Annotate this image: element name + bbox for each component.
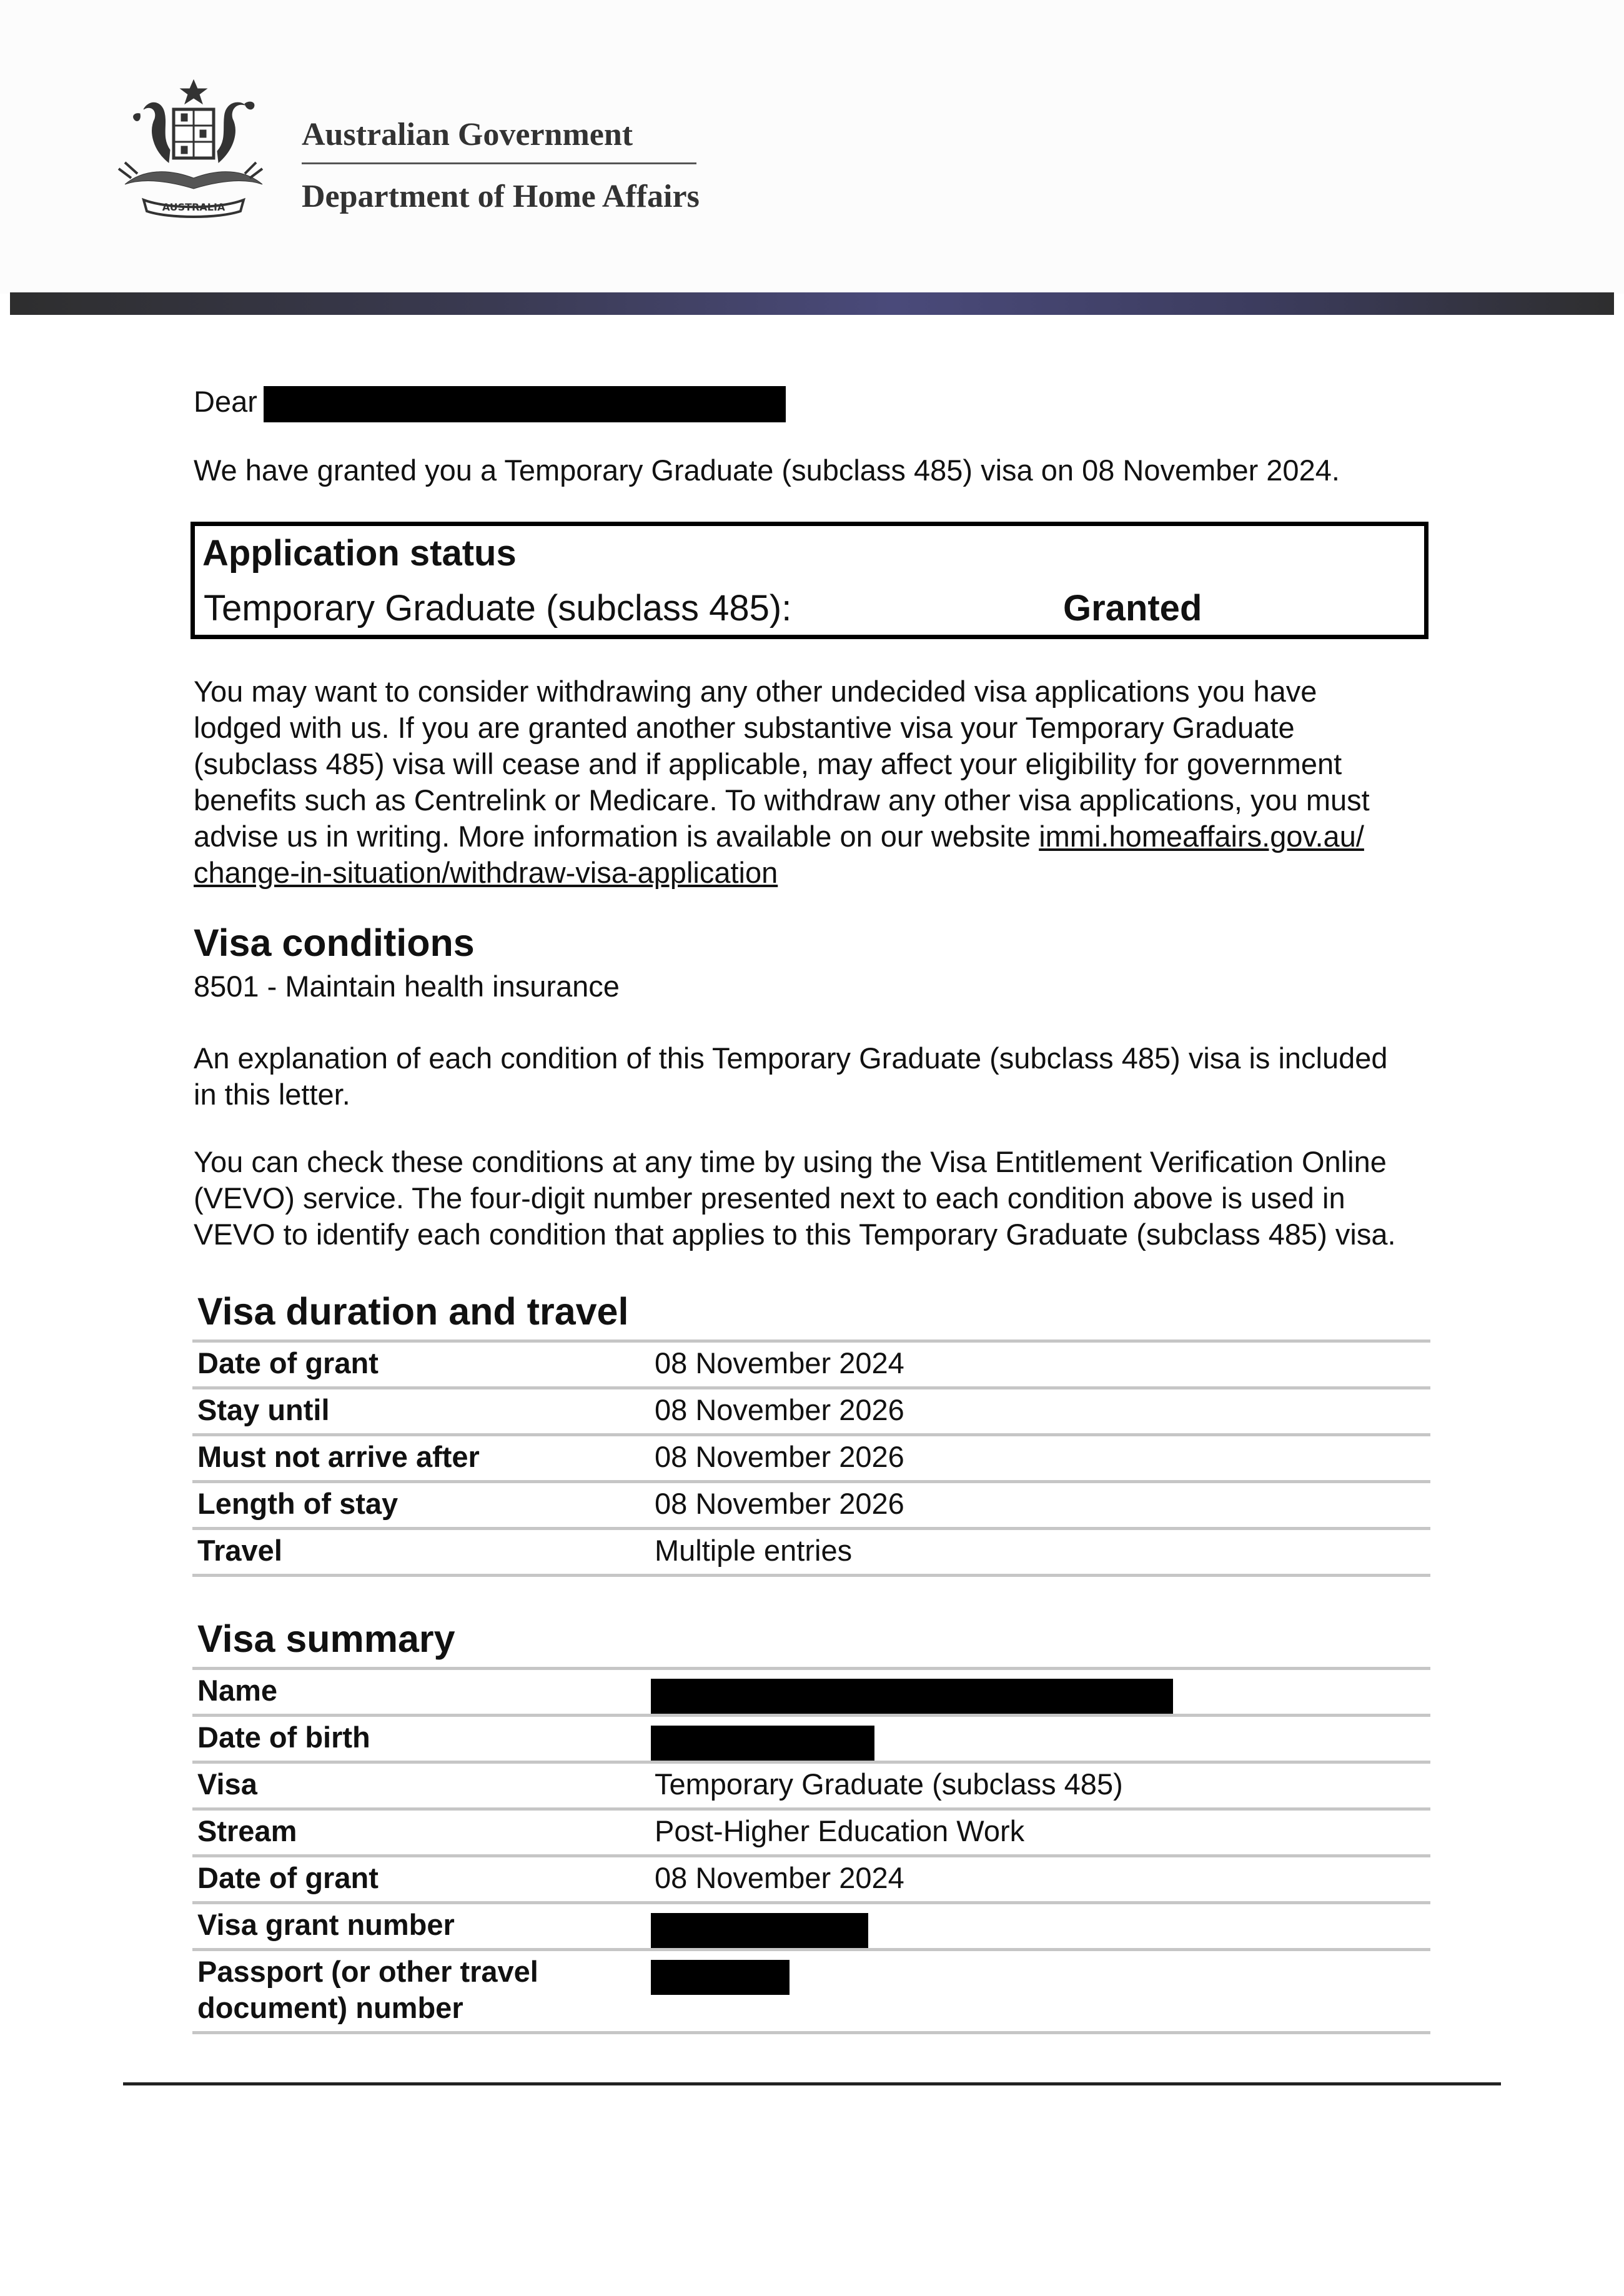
paragraph-line [194,818,1443,855]
condition-item: 8501 - Maintain health insurance [194,970,620,1003]
conditions-heading: Visa conditions [194,922,475,964]
paragraph-line: (subclass 485) visa will cease and if applicable, may affect your eligibility for government [194,747,1342,780]
withdraw-link[interactable]: immi.homeaffairs.gov.au/ [1039,820,1364,853]
duration-table [192,1339,1430,1577]
row-value: 08 November 2026 [655,1440,904,1473]
status-value: Granted [1063,588,1202,629]
table-row [192,1339,1430,1386]
row-value: 08 November 2024 [655,1346,904,1379]
row-value: Multiple entries [655,1534,853,1567]
table-row [192,1527,1430,1577]
row-value: 08 November 2024 [655,1861,904,1894]
paragraph-line: VEVO to identify each condition that applies to this Temporary Graduate (subclass 485) visa. [194,1218,1396,1251]
table-row [192,1480,1430,1527]
salutation: Dear [194,385,257,418]
status-heading: Application status [202,533,517,574]
row-label: Date of birth [197,1721,370,1754]
paragraph-line: (VEVO) service. The four-digit number presented next to each condition above is used in [194,1181,1345,1215]
paragraph-line: lodged with us. If you are granted another substantive visa your Temporary Graduate [194,711,1295,744]
row-label-line: document) number [197,1991,463,2024]
redacted-visa-grant-number [651,1913,868,1948]
row-label [197,1954,538,2026]
row-label: Date of grant [197,1346,379,1379]
paragraph-line [194,855,1443,891]
header-band [10,292,1614,315]
summary-heading: Visa summary [197,1618,455,1660]
row-value: Temporary Graduate (subclass 485) [655,1767,1123,1801]
redacted-date-of-birth [651,1726,874,1761]
duration-heading: Visa duration and travel [197,1290,629,1333]
row-label: Name [197,1674,278,1707]
redacted-passport-number [651,1960,790,1995]
table-row [192,1901,1430,1948]
withdraw-link-continued[interactable]: change-in-situation/withdraw-visa-application [194,856,778,889]
paragraph-line: You may want to consider withdrawing any other undecided visa applications you have [194,675,1317,708]
table-row [192,1807,1430,1854]
row-label: Visa [197,1767,257,1801]
row-label: Stay until [197,1393,330,1426]
table-row [192,1854,1430,1901]
row-label-line: Passport (or other travel [197,1955,538,1988]
table-row [192,1667,1430,1714]
paragraph-line: benefits such as Centrelink or Medicare. To withdraw any other visa applications, you must [194,783,1370,817]
table-row [192,1714,1430,1761]
row-value: 08 November 2026 [655,1487,904,1520]
redacted-name [651,1679,1173,1714]
row-label: Must not arrive after [197,1440,480,1473]
coat-of-arms-icon [100,75,287,225]
status-visa-label: Temporary Graduate (subclass 485): [204,588,792,629]
summary-table [192,1667,1430,2034]
row-value: 08 November 2026 [655,1393,904,1426]
letterhead-divider [302,162,696,164]
table-row [192,1761,1430,1807]
application-status-box [191,522,1428,639]
grant-intro: We have granted you a Temporary Graduate (subclass 485) visa on 08 November 2024. [194,454,1340,487]
table-row [192,1948,1430,2034]
row-label: Date of grant [197,1861,379,1894]
paragraph-line: in this letter. [194,1078,350,1111]
table-row [192,1433,1430,1480]
row-label: Travel [197,1534,282,1567]
footer-divider [123,2082,1501,2085]
paragraph-line: You can check these conditions at any time by using the Visa Entitlement Verification Online [194,1145,1387,1178]
svg-text:AUSTRALIA: AUSTRALIA [162,201,225,213]
table-row [192,1386,1430,1433]
department-title: Department of Home Affairs [302,179,700,214]
row-label: Length of stay [197,1487,399,1520]
row-label: Stream [197,1814,297,1847]
paragraph-text: advise us in writing. More information is available on our website [194,820,1039,853]
row-value: Post-Higher Education Work [655,1814,1025,1847]
redacted-recipient-name [264,386,786,422]
government-title: Australian Government [302,117,633,152]
vevo-paragraph [194,1144,1443,1253]
row-label: Visa grant number [197,1908,455,1941]
withdraw-paragraph [194,673,1443,891]
conditions-explanation [194,1040,1443,1113]
paragraph-line: An explanation of each condition of this Temporary Graduate (subclass 485) visa is included [194,1041,1388,1075]
